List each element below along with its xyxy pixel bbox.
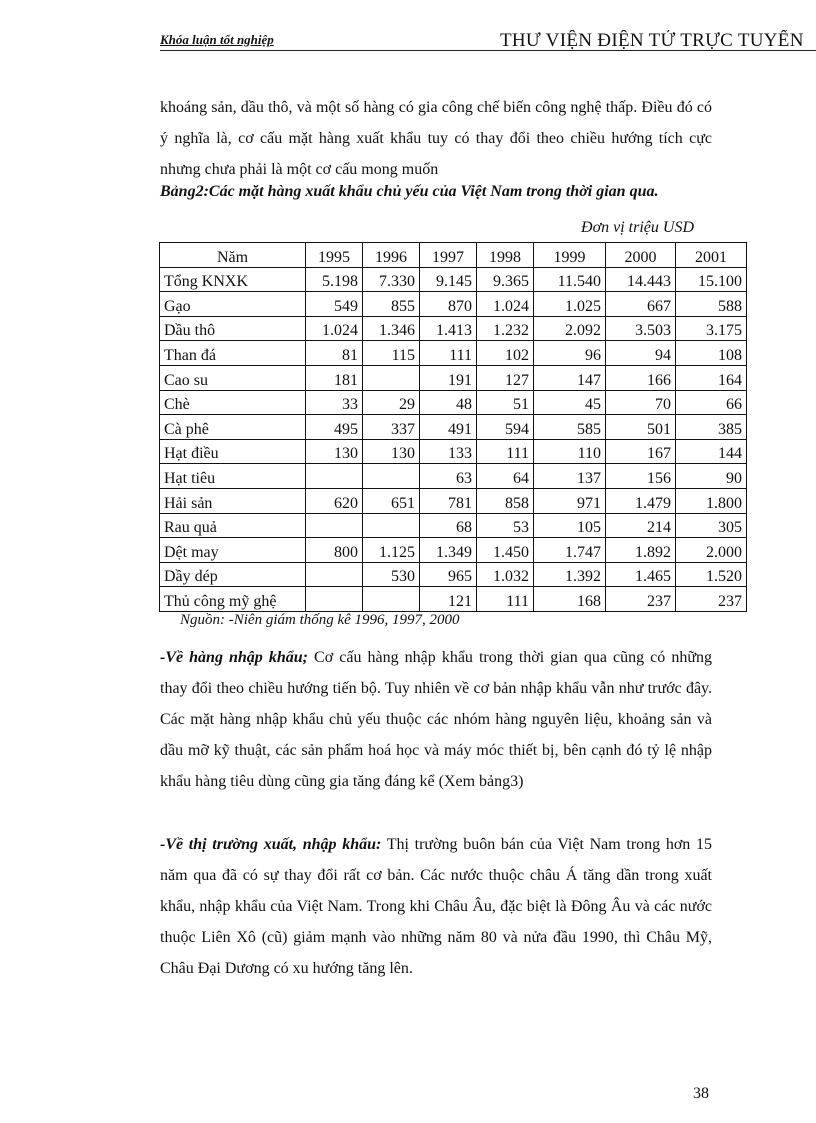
value-cell: 800 (306, 538, 363, 563)
value-cell: 1.032 (477, 562, 534, 587)
value-cell: 111 (477, 439, 534, 464)
table-row (160, 439, 747, 464)
page-number: 38 (693, 1085, 709, 1102)
value-cell: 1.125 (363, 538, 420, 563)
value-cell: 14.443 (606, 267, 676, 292)
value-cell (306, 513, 363, 538)
value-cell (363, 587, 420, 612)
value-cell: 96 (534, 341, 606, 366)
value-cell: 130 (363, 439, 420, 464)
value-cell: 164 (676, 365, 747, 390)
row-label-cell: Cao su (160, 365, 306, 390)
value-cell: 108 (676, 341, 747, 366)
value-cell: 130 (306, 439, 363, 464)
header-cell-year: 1997 (420, 243, 477, 268)
table-row (160, 587, 747, 612)
table-header-row (160, 243, 747, 268)
market-lead: -Về thị trường xuất, nhập khẩu: (160, 836, 382, 853)
value-cell: 3.503 (606, 316, 676, 341)
value-cell: 858 (477, 488, 534, 513)
row-label-cell: Thủ công mỹ ghệ (160, 587, 306, 612)
value-cell: 105 (534, 513, 606, 538)
row-label-cell: Gạo (160, 292, 306, 317)
row-label-cell: Than đá (160, 341, 306, 366)
value-cell (306, 562, 363, 587)
value-cell: 11.540 (534, 267, 606, 292)
import-paragraph (160, 642, 712, 797)
row-label-cell: Chè (160, 390, 306, 415)
row-label-cell: Dầu thô (160, 316, 306, 341)
value-cell: 1.024 (477, 292, 534, 317)
table-row (160, 562, 747, 587)
value-cell: 667 (606, 292, 676, 317)
value-cell: 127 (477, 365, 534, 390)
row-label-cell: Hạt tiêu (160, 464, 306, 489)
table-row (160, 267, 747, 292)
value-cell: 64 (477, 464, 534, 489)
value-cell: 111 (420, 341, 477, 366)
value-cell: 2.092 (534, 316, 606, 341)
row-label-cell: Cà phê (160, 415, 306, 440)
value-cell (306, 587, 363, 612)
value-cell: 620 (306, 488, 363, 513)
value-cell: 651 (363, 488, 420, 513)
value-cell (363, 464, 420, 489)
header-cell-year-label: Năm (160, 243, 306, 268)
table-source: Nguồn: -Niên giám thống kê 1996, 1997, 2000 (180, 612, 460, 628)
value-cell: 594 (477, 415, 534, 440)
value-cell: 1.025 (534, 292, 606, 317)
value-cell: 1.747 (534, 538, 606, 563)
row-label-cell: Dầy dép (160, 562, 306, 587)
table-row (160, 365, 747, 390)
value-cell: 90 (676, 464, 747, 489)
value-cell: 1.892 (606, 538, 676, 563)
table-row (160, 341, 747, 366)
table-row (160, 292, 747, 317)
value-cell (306, 464, 363, 489)
value-cell: 133 (420, 439, 477, 464)
value-cell: 870 (420, 292, 477, 317)
value-cell: 1.465 (606, 562, 676, 587)
market-text: Thị trường buôn bán của Việt Nam trong hơn 15 năm qua đã có sự thay đổi rất cơ bản. Các nước thuộc châu Á tăng dần trong xuất khẩu, nhập khẩu của Việt Nam. Trong khi Châu Âu, đặc biệt là Đông Âu và các nước thuộc Liên Xô (cũ) giảm mạnh vào những năm 80 và nửa đầu 1990, thì Châu Mỹ, Châu Đại Dương có xu hướng tăng lên. (160, 836, 712, 977)
intro-paragraph: khoáng sản, dầu thô, và một số hàng có gia công chế biến công nghệ thấp. Điều đó có ý nghĩa là, cơ cấu mặt hàng xuất khẩu tuy có thay đổi theo chiều hướng tích cực nhưng chưa phải là một cơ cấu mong muốn (160, 99, 712, 178)
table-row (160, 464, 747, 489)
value-cell: 1.232 (477, 316, 534, 341)
export-table (159, 242, 747, 612)
table-row (160, 316, 747, 341)
header-cell-year: 2000 (606, 243, 676, 268)
value-cell: 9.365 (477, 267, 534, 292)
import-text: Cơ cấu hàng nhập khẩu trong thời gian qua cũng có những thay đổi theo chiều hướng tiến bộ. Tuy nhiên về cơ bản nhập khẩu vẫn như trước đây. Các mặt hàng nhập khẩu chủ yếu thuộc các nhóm hàng nguyên liệu, khoảng sản và dầu mỡ kỹ thuật, các sản phẩm hoá học và máy móc thiết bị, bên cạnh đó tỷ lệ nhập khẩu hàng tiêu dùng cũng gia tăng đáng kể (Xem bảng3) (160, 649, 712, 790)
value-cell (363, 513, 420, 538)
value-cell: 781 (420, 488, 477, 513)
value-cell: 81 (306, 341, 363, 366)
value-cell: 45 (534, 390, 606, 415)
value-cell: 1.392 (534, 562, 606, 587)
value-cell: 530 (363, 562, 420, 587)
value-cell: 121 (420, 587, 477, 612)
value-cell: 191 (420, 365, 477, 390)
value-cell: 237 (676, 587, 747, 612)
value-cell: 102 (477, 341, 534, 366)
value-cell: 1.520 (676, 562, 747, 587)
value-cell: 68 (420, 513, 477, 538)
value-cell: 168 (534, 587, 606, 612)
table-row (160, 415, 747, 440)
value-cell: 111 (477, 587, 534, 612)
value-cell: 29 (363, 390, 420, 415)
value-cell: 15.100 (676, 267, 747, 292)
market-paragraph (160, 829, 712, 984)
value-cell: 66 (676, 390, 747, 415)
value-cell: 1.479 (606, 488, 676, 513)
header-right-title: THƯ VIỆN ĐIỆN TỬ TRỰC TUYẾN (500, 30, 804, 51)
value-cell: 7.330 (363, 267, 420, 292)
value-cell: 965 (420, 562, 477, 587)
header-cell-year: 1999 (534, 243, 606, 268)
value-cell (363, 365, 420, 390)
value-cell: 491 (420, 415, 477, 440)
value-cell: 588 (676, 292, 747, 317)
import-lead: -Về hàng nhập khẩu; (160, 649, 308, 666)
value-cell: 855 (363, 292, 420, 317)
value-cell: 1.450 (477, 538, 534, 563)
header-cell-year: 1996 (363, 243, 420, 268)
table-caption: Bảng2:Các mặt hàng xuất khẩu chủ yếu của Việt Nam trong thời gian qua. (160, 183, 659, 200)
value-cell: 305 (676, 513, 747, 538)
table-row (160, 538, 747, 563)
value-cell: 167 (606, 439, 676, 464)
value-cell: 115 (363, 341, 420, 366)
value-cell: 495 (306, 415, 363, 440)
value-cell: 1.024 (306, 316, 363, 341)
value-cell: 70 (606, 390, 676, 415)
value-cell: 237 (606, 587, 676, 612)
page-header (160, 30, 816, 52)
value-cell: 156 (606, 464, 676, 489)
value-cell: 9.145 (420, 267, 477, 292)
value-cell: 144 (676, 439, 747, 464)
value-cell: 48 (420, 390, 477, 415)
table-row (160, 390, 747, 415)
value-cell: 2.000 (676, 538, 747, 563)
value-cell: 971 (534, 488, 606, 513)
value-cell: 63 (420, 464, 477, 489)
value-cell: 110 (534, 439, 606, 464)
value-cell: 549 (306, 292, 363, 317)
value-cell: 166 (606, 365, 676, 390)
row-label-cell: Tổng KNXK (160, 267, 306, 292)
value-cell: 385 (676, 415, 747, 440)
value-cell: 337 (363, 415, 420, 440)
value-cell: 181 (306, 365, 363, 390)
row-label-cell: Dệt may (160, 538, 306, 563)
value-cell: 51 (477, 390, 534, 415)
row-label-cell: Hải sản (160, 488, 306, 513)
table-row (160, 488, 747, 513)
value-cell: 33 (306, 390, 363, 415)
value-cell: 1.413 (420, 316, 477, 341)
header-cell-year: 2001 (676, 243, 747, 268)
value-cell: 137 (534, 464, 606, 489)
header-cell-year: 1995 (306, 243, 363, 268)
value-cell: 5.198 (306, 267, 363, 292)
header-rule (160, 50, 816, 51)
row-label-cell: Hạt điều (160, 439, 306, 464)
table-unit: Đơn vị triệu USD (581, 219, 694, 236)
value-cell: 501 (606, 415, 676, 440)
row-label-cell: Rau quả (160, 513, 306, 538)
value-cell: 585 (534, 415, 606, 440)
table-row (160, 513, 747, 538)
value-cell: 94 (606, 341, 676, 366)
value-cell: 147 (534, 365, 606, 390)
header-cell-year: 1998 (477, 243, 534, 268)
value-cell: 1.349 (420, 538, 477, 563)
value-cell: 53 (477, 513, 534, 538)
value-cell: 214 (606, 513, 676, 538)
value-cell: 1.346 (363, 316, 420, 341)
header-left-title: Khóa luận tốt nghiệp (160, 32, 274, 47)
value-cell: 3.175 (676, 316, 747, 341)
value-cell: 1.800 (676, 488, 747, 513)
